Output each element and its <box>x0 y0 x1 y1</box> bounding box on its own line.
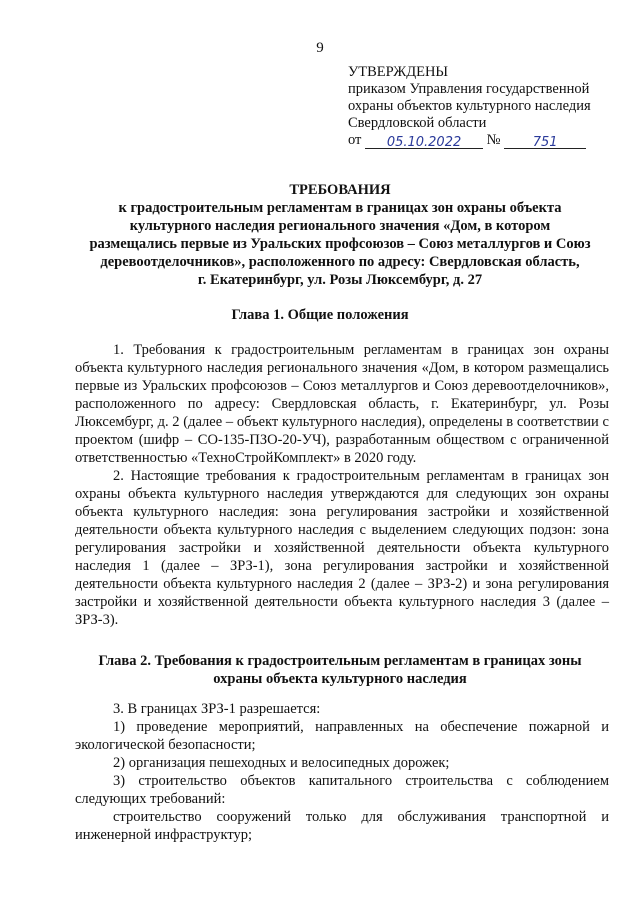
approval-line2: приказом Управления государственной <box>348 81 590 97</box>
title-line: деревоотделочников», расположенного по адресу: Свердловская область, <box>100 254 580 270</box>
chapter2-heading-line2: охраны объекта культурного наследия <box>213 671 467 687</box>
chapter1-heading: Глава 1. Общие положения <box>231 307 409 323</box>
approval-line3: охраны объектов культурного наследия <box>348 98 591 114</box>
title-heading: ТРЕБОВАНИЯ <box>289 182 391 198</box>
date-field <box>365 134 483 149</box>
number-field <box>504 134 586 149</box>
sub-item-1: строительство сооружений только для обслуживания транспортной и инженерной инфраструктур; <box>75 809 609 843</box>
ot-label: от <box>348 132 362 148</box>
chapter2-body <box>75 700 609 844</box>
title-line: г. Екатеринбург, ул. Розы Люксембург, д. 27 <box>197 272 483 288</box>
handwritten-number: 751 <box>532 135 558 150</box>
chapter2-heading <box>70 652 610 688</box>
approval-date-row <box>348 132 591 149</box>
title-line: к градостроительным регламентам в границах зон охраны объекта <box>118 200 562 216</box>
title-line: культурного наследия регионального значения «Дом, в котором <box>129 218 551 234</box>
handwritten-date: 05.10.2022 <box>386 135 462 150</box>
list-item-1: 1) проведение мероприятий, направленных на обеспечение пожарной и экологической безопасности; <box>75 719 609 753</box>
paragraph-3: 3. В границах ЗРЗ-1 разрешается: <box>113 701 321 717</box>
paragraph-1: 1. Требования к градостроительным регламентам в границах зон охраны объекта культурного наследия регионального значения «Дом, в котором размещались первые из Уральских профсоюзов – Союз металлургов и Союз деревоотделочников», расположенного по адресу: Свердловская область, г. Екатеринбург, ул. Розы Люксембург, д. 2 (далее – объект культурного наследия), определены в соответствии с проектом (шифр – СО-135-ПЗО-20-УЧ), разработанным обществом с ограниченной ответственностью «ТехноСтройКомплект» в 2020 году. <box>75 342 609 466</box>
title-line: размещались первые из Уральских профсоюзов – Союз металлургов и Союз <box>89 236 591 252</box>
chapter1-body <box>75 341 609 629</box>
approval-line4: Свердловской области <box>348 115 487 131</box>
approval-line1: УТВЕРЖДЕНЫ <box>348 64 449 80</box>
list-item-2: 2) организация пешеходных и велосипедных дорожек; <box>113 755 450 771</box>
paragraph-2: 2. Настоящие требования к градостроительным регламентам в границах зон охраны объекта культурного наследия утверждаются для следующих зон охраны объекта культурного наследия: зона регулирования застройки и хозяйственной деятельности объекта культурного наследия с выделением следующих подзон: зона регулирования застройки и хозяйственной деятельности объекта культурного наследия 1 (далее – ЗРЗ-1), зона регулирования застройки и хозяйственной деятельности объекта культурного наследия 2 (далее – ЗРЗ-2) и зона регулирования застройки и хозяйственной деятельности объекта культурного наследия 3 (далее – ЗРЗ-3). <box>75 468 609 628</box>
document-title <box>80 181 600 289</box>
page-number: 9 <box>316 40 324 56</box>
approval-stamp <box>348 64 591 149</box>
chapter2-heading-line1: Глава 2. Требования к градостроительным регламентам в границах зоны <box>98 653 582 669</box>
number-label: № <box>486 132 501 148</box>
list-item-3: 3) строительство объектов капитального строительства с соблюдением следующих требований: <box>75 773 609 807</box>
